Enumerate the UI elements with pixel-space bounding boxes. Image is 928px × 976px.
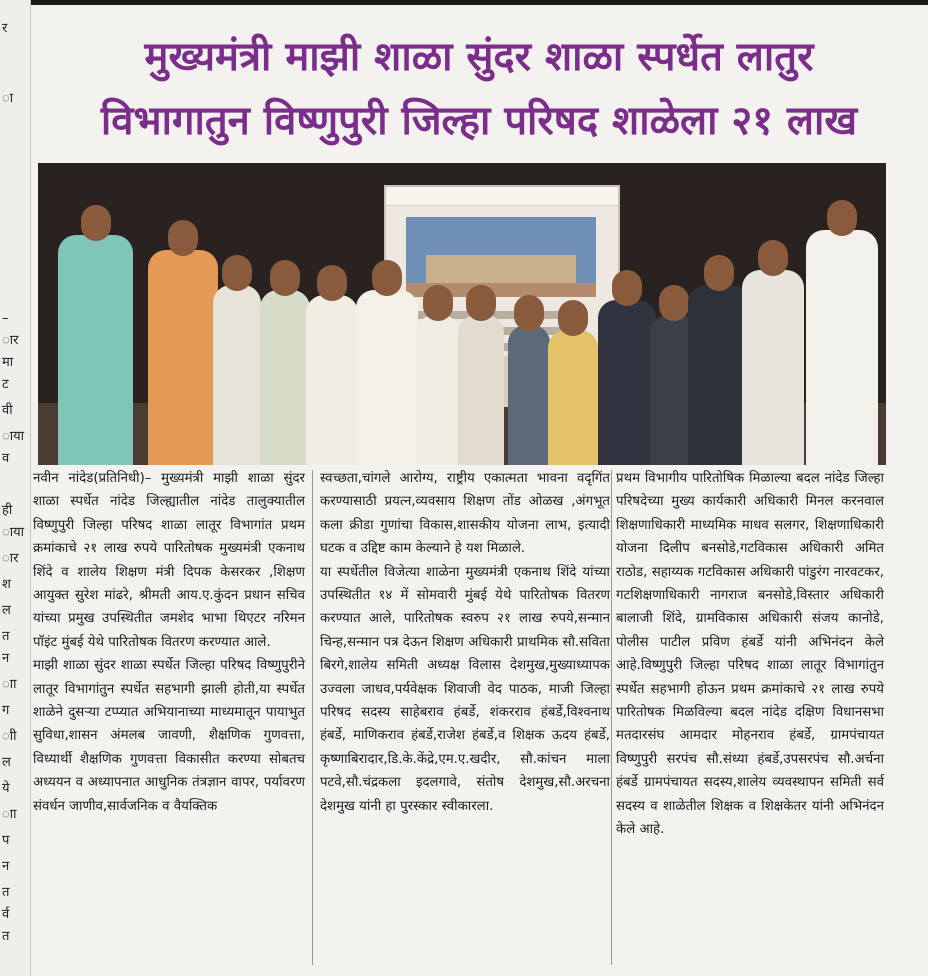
article-column-2 (320, 467, 610, 818)
person-figure (806, 230, 878, 465)
person-figure (458, 315, 504, 465)
person-figure (416, 315, 460, 465)
adjacent-column-strip (0, 0, 31, 976)
person-head (222, 255, 252, 291)
article-column-3 (616, 467, 884, 842)
adjacent-column-fragment: ाा (2, 807, 17, 822)
adjacent-column-fragment: व (2, 451, 10, 466)
adjacent-column-fragment: ाया (2, 429, 24, 444)
person-head (659, 285, 689, 321)
adjacent-column-fragment: त (2, 929, 10, 944)
person-head (168, 220, 198, 256)
person-figure (688, 285, 750, 465)
adjacent-column-fragment: वी (2, 403, 13, 418)
adjacent-column-fragment: ये (2, 781, 10, 796)
adjacent-column-fragment: ाया (2, 525, 24, 540)
person-head (423, 285, 453, 321)
person-figure (213, 285, 261, 465)
person-head (81, 205, 111, 241)
corner-mark (900, 0, 928, 5)
adjacent-column-fragment: ाा (2, 677, 17, 692)
adjacent-column-fragment: ा (2, 91, 14, 106)
person-figure (548, 330, 598, 465)
adjacent-column-fragment: ट (2, 377, 9, 392)
person-head (466, 285, 496, 321)
adjacent-column-fragment: न (2, 859, 10, 874)
person-figure (148, 250, 218, 465)
person-head (514, 295, 544, 331)
adjacent-column-fragment: ल (2, 603, 11, 618)
person-head (612, 270, 642, 306)
article-column-2-text: स्वच्छता,चांगले आरोग्य, राष्ट्रीय एकात्मता भावना वदृगिंत करण्यासाठी प्रयत्न,व्यवसाय शिक्षण तोंड ओळख ,अंगभूत कला क्रीडा गुणांचा विकास,शासकीय योजना लाभ, इत्यादी घटक व उद्दिष्ट काम केल्याने हे यश मिळाले. या स्पर्धेतील विजेत्या शाळेना मुख्यमंत्री एकनाथ शिंदे यांच्या उपस्थितीत १४ में सोमवारी मुंबई येथे पारितोषक वितरण करण्यात आले, पारितोषक स्वरुप २१ लाख रुपये,सन्मान चिन्ह,सन्मान पत्र देऊन शिक्षण अधिकारी प्राथमिक सौ.सविता बिरगे,शालेय समिती अध्यक्ष विलास देशमुख,मुख्याध्यापक उज्वला जाधव,पर्यवेक्षक शिवाजी वेद पाठक, माजी जिल्हा परिषद सदस्य साहेबराव हंबर्डे, शंकरराव हंबर्डे,विश्वनाथ हंबर्डे, माणिकराव हंबर्डे,राजेश हंबर्डे,व शिक्षक ऊदय हंबर्डे, कृष्णाबिरादार,डि.के.केंद्रे,एम.ए.खदीर, सौ.कांचन माला पटवे,सौ.चंद्रकला इदलगावे, संतोष देशमुख,सौ.अरचना देशमुख यांनी हा पुरस्कार स्वीकारला. (320, 471, 610, 814)
adjacent-column-fragment: ार (2, 333, 19, 348)
person-head (317, 265, 347, 301)
adjacent-column-fragment: त (2, 885, 10, 900)
person-figure (306, 295, 358, 465)
person-figure (598, 300, 656, 465)
person-figure (508, 325, 550, 465)
top-rule (0, 0, 928, 5)
person-head (372, 260, 402, 296)
person-head (270, 260, 300, 296)
adjacent-column-fragment: मा (2, 355, 14, 370)
headline (34, 35, 924, 157)
adjacent-column-fragment: ार (2, 551, 19, 566)
adjacent-column-fragment: – (2, 311, 9, 326)
person-figure (742, 270, 804, 465)
person-head (758, 240, 788, 276)
award-ceremony-photo (38, 163, 886, 465)
column-rule-2 (611, 470, 612, 965)
adjacent-column-fragment: र्व (2, 907, 10, 922)
adjacent-column-fragment: त (2, 629, 10, 644)
screen-header-bar (386, 187, 618, 206)
headline-line-1: मुख्यमंत्री माझी शाळा सुंदर शाळा स्पर्धेत लातुर (144, 34, 814, 81)
person-head (827, 200, 857, 236)
adjacent-column-fragment: र (2, 21, 8, 36)
adjacent-column-fragment: न (2, 651, 10, 666)
article-column-3-text: प्रथम विभागीय पारितोषिक मिळाल्या बदल नांदेड जिल्हा परिषदेच्या मुख्य कार्यकारी अधिकारी मिनल करनवाल शिक्षणाधिकारी माध्यमिक माधव सलगर, शिक्षणाधिकारी योजना दिलीप बनसोडे,गटविकास अधिकारी अमित राठोड, सहाय्यक गटविकास अधिकारी पांडुरंग नारवटकर, गटशिक्षणाधिकारी नागराज बनसोडे,विस्तार अधिकारी बालाजी शिंदे, ग्रामविकास अधिकारी संजय कानोडे, पोलीस पाटील प्रविण हंबर्डे यांनी अभिनंदन केले आहे.विष्णुपुरी जिल्हा परिषद शाळा लातूर विभागांतुन स्पर्धेत सहभागी होऊन प्रथम क्रमांकाचे २१ लाख रुपये पारितोषक मिळविल्या बदल नांदेड दक्षिण विधानसभा मतदारसंघ आमदार मोहनराव हंबर्डे, ग्रामपंचायत विष्णुपुरी सरपंच सौ.संध्या हंबर्डे,उपसरपंच सौ.अर्चना हंबर्डे ग्रामपंचायत सदस्य,शालेय व्यवस्थापन समिती सर्व सदस्य व शाळेतील शिक्षक व शिक्षकेतर यांनी अभिनंदन केले आहे. (616, 471, 884, 838)
column-rule-1 (312, 470, 313, 965)
person-head (704, 255, 734, 291)
person-figure (260, 290, 310, 465)
adjacent-column-fragment: प (2, 833, 10, 848)
adjacent-column-fragment: ाी (2, 729, 17, 744)
article-column-1 (33, 467, 305, 818)
adjacent-column-fragment: ग (2, 703, 10, 718)
adjacent-column-fragment: ल (2, 755, 11, 770)
person-figure (356, 290, 418, 465)
adjacent-column-fragment: श (2, 577, 11, 592)
person-figure (58, 235, 133, 465)
adjacent-column-fragment: ही (2, 503, 13, 518)
headline-line-2: विभागातुन विष्णुपुरी जिल्हा परिषद शाळेला २१ लाख (100, 98, 858, 145)
article-column-1-text: नवीन नांदेड(प्रतिनिधी)– मुख्यमंत्री माझी शाळा सुंदर शाळा स्पर्धेत नांदेड जिल्ह्यातील नांदेड तालुक्यातील विष्णुपुरी जिल्हा परिषद शाळा लातूर विभागांत प्रथम क्रमांकाचे २१ लाख रुपये पारितोषक मुख्यमंत्री एकनाथ शिंदे व शालेय शिक्षण मंत्री दिपक केसरकर ,शिक्षण आयुक्त सुरेश मांढरे, श्रीमती आय.ए.कुंदन प्रधान सचिव यांच्या प्रमुख उपस्थितीत जमशेद भाभा थिएटर नरिमन पॉइंट मुंबई येथे पारितोषक वितरण करण्यात आले. माझी शाळा सुंदर शाळा स्पर्धेत जिल्हा परिषद विष्णुपुरीने लातूर विभागांतुन स्पर्धेत सहभागी झाली होती,या स्पर्धेत शाळेने दुसऱ्या टप्प्यात अभियानाच्या माध्यमातून पायाभुत सुविधा,शासन अंमलब जावणी, शैक्षणिक गुणवत्ता, विध्यार्थी शैक्षणिक गुणवत्ता विकासीत करण्या सोबतच अध्ययन व अध्यापनात आधुनिक तंत्रज्ञान वापर, पर्यावरण संवर्धन जाणीव,सार्वजनिक व वैयक्तिक (33, 471, 305, 814)
person-head (558, 300, 588, 336)
